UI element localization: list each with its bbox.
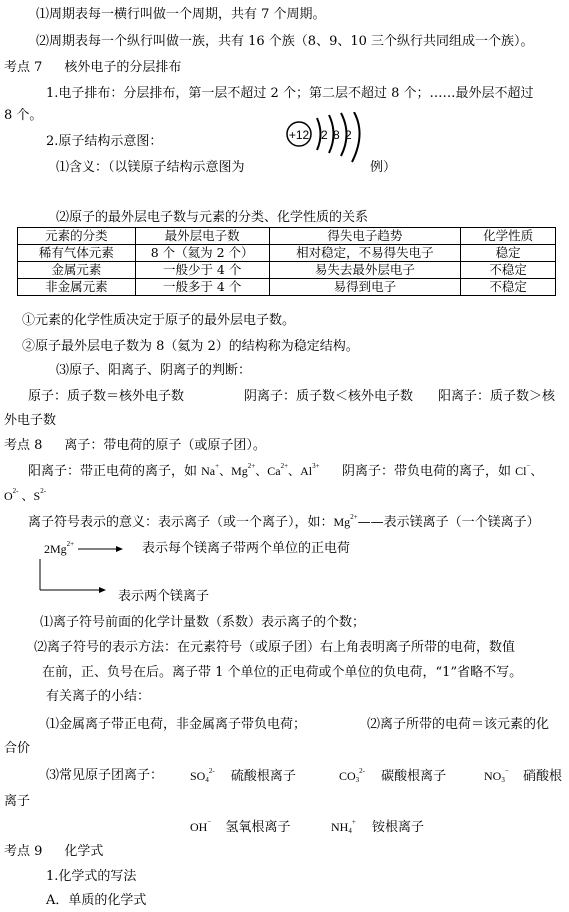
text-line: 外电子数 bbox=[4, 413, 57, 428]
table-header-row bbox=[18, 228, 556, 245]
table-cell: 不稳定 bbox=[461, 279, 556, 296]
text-line: 原子：质子数＝核外电子数 bbox=[28, 389, 185, 404]
text-line: 阳离子：质子数＞核 bbox=[438, 389, 556, 404]
text-line: ②原子最外层电子数为 8（氦为 2）的结构称为稳定结构。 bbox=[22, 339, 359, 354]
text-line: 1.化学式的写法 bbox=[46, 869, 137, 884]
table-cell: 不稳定 bbox=[461, 262, 556, 279]
text-line: 离子 bbox=[4, 794, 31, 809]
shell-2-count: 8 bbox=[333, 128, 340, 142]
table-cell: 8 个（氦为 2 个） bbox=[135, 245, 269, 262]
text-line: 例） bbox=[370, 160, 397, 175]
table-cell: 易失去最外层电子 bbox=[269, 262, 461, 279]
text-line: ①元素的化学性质决定于原子的最外层电子数。 bbox=[22, 313, 296, 328]
text-line: ⑶原子、阳离子、阴离子的判断： bbox=[56, 363, 252, 378]
sulfate-ion: $SO_4^{2-}$ 硫酸根离子 bbox=[190, 767, 296, 784]
text-line: 有关离子的小结： bbox=[46, 689, 151, 704]
table-row bbox=[18, 245, 556, 262]
table-row bbox=[18, 279, 556, 296]
text-line: 阴离子：质子数＜核外电子数 bbox=[244, 389, 414, 404]
table-cell: 非金属元素 bbox=[18, 279, 136, 296]
anion-examples-continued: $O^{2-}$ 、$S^{2-}$ bbox=[4, 487, 47, 503]
cation-examples: 阳离子：带正电荷的离子，如 Na+、$Mg^{2+}$、$Ca^{2+}$、$Al^{3+}$ bbox=[28, 462, 320, 479]
table-header: 化学性质 bbox=[461, 228, 556, 245]
ion-symbol-meaning: 离子符号表示的意义：表示离子（或一个离子），如：$Mg^{2+}——$表示镁离子（一个镁离子） bbox=[28, 513, 540, 530]
text-line: 合价 bbox=[4, 741, 31, 756]
charge-meaning-label: 表示每个镁离子带两个单位的正电荷 bbox=[142, 541, 351, 556]
carbonate-ion: $CO_3^{2-}$ 碳酸根离子 bbox=[339, 767, 447, 784]
table-header: 最外层电子数 bbox=[135, 228, 269, 245]
nucleus-charge: +12 bbox=[288, 128, 310, 142]
table-cell: 金属元素 bbox=[18, 262, 136, 279]
table-header: 元素的分类 bbox=[18, 228, 136, 245]
text-line: ⑴含义：（以镁原子结构示意图为 bbox=[56, 160, 245, 175]
text-line: ⑴离子符号前面的化学计量数（系数）表示离子的个数； bbox=[40, 615, 366, 630]
two-mg-ion-formula: $2Mg^{2+}$ bbox=[44, 540, 75, 556]
table-cell: 易得到电子 bbox=[269, 279, 461, 296]
text-line: ⑴金属离子带正电荷，非金属离子带负电荷； bbox=[46, 717, 307, 732]
nitrate-ion: $NO_3^-$ 硝酸根 bbox=[484, 767, 562, 784]
element-classification-table bbox=[17, 227, 556, 296]
section-heading-9: 考点 9 化学式 bbox=[4, 844, 104, 859]
text-line: ⑵原子的最外层电子数与元素的分类、化学性质的关系 bbox=[56, 210, 369, 225]
ammonium-ion: $NH_4^+$ 铵根离子 bbox=[331, 818, 424, 835]
table-cell: 一般多于 4 个 bbox=[135, 279, 269, 296]
text-line: 1.电子排布：分层排布，第一层不超过 2 个；第二层不超过 8 个；……最外层不超过 bbox=[46, 86, 534, 101]
shell-1-count: 2 bbox=[321, 128, 328, 142]
text-line: ⑴周期表每一横行叫做一个周期，共有 7 个周期。 bbox=[36, 7, 326, 22]
magnesium-atom-diagram bbox=[284, 112, 384, 174]
text-line: ⑵离子所带的电荷＝该元素的化 bbox=[367, 717, 550, 732]
text-line: A．单质的化学式 bbox=[46, 893, 147, 908]
text-line: 2.原子结构示意图： bbox=[46, 134, 163, 149]
count-meaning-label: 表示两个镁离子 bbox=[118, 589, 210, 604]
text-line: 8 个。 bbox=[4, 108, 43, 123]
common-radical-ions: ⑶常见原子团离子： bbox=[46, 768, 164, 783]
table-header: 得失电子趋势 bbox=[269, 228, 461, 245]
table-cell: 稀有气体元素 bbox=[18, 245, 136, 262]
hydroxide-ion: OH− 氢氧根离子 bbox=[190, 818, 291, 835]
shell-3-count: 2 bbox=[345, 128, 352, 142]
text-line: 在前，正、负号在后。离子带 1 个单位的正电荷或个单位的负电荷，“1”省略不写。 bbox=[42, 665, 523, 680]
anion-examples: 阴离子：带负电荷的离子，如 Cl−、 bbox=[342, 462, 543, 479]
table-cell: 相对稳定，不易得失电子 bbox=[269, 245, 461, 262]
text-line: ⑵周期表每一个纵行叫做一族，共有 16 个族（8、9、10 三个纵行共同组成一个族）。 bbox=[36, 34, 534, 49]
table-cell: 一般少于 4 个 bbox=[135, 262, 269, 279]
section-heading-8: 考点 8 离子：带电荷的原子（或原子团）。 bbox=[4, 438, 266, 453]
table-row bbox=[18, 262, 556, 279]
section-heading-7: 考点 7 核外电子的分层排布 bbox=[4, 60, 182, 75]
table-cell: 稳定 bbox=[461, 245, 556, 262]
text-line: ⑵离子符号的表示方法：在元素符号（或原子团）右上角表明离子所带的电荷，数值 bbox=[34, 640, 516, 655]
